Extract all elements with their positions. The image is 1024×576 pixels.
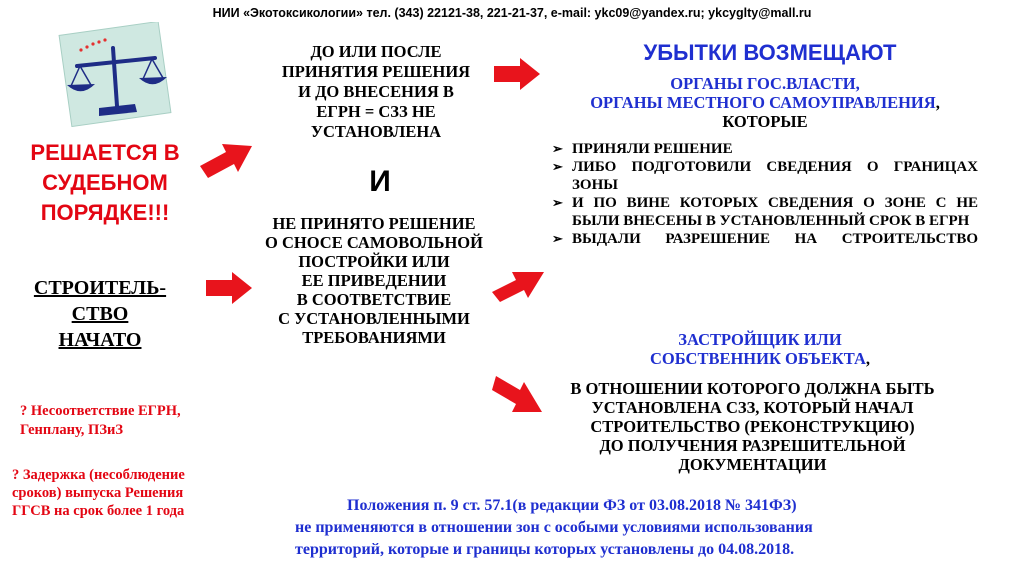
which-text: КОТОРЫЕ xyxy=(722,112,808,131)
decided-line: СУДЕБНОМ xyxy=(42,170,168,195)
decided-line: РЕШАЕТСЯ В xyxy=(30,140,180,165)
provision-line: не применяются в отношении зон с особыми условиями использования xyxy=(295,519,813,536)
condition-line: ПРИНЯТИЯ РЕШЕНИЯ xyxy=(281,62,471,81)
condition-line: О СНОСЕ САМОВОЛЬНОЙ xyxy=(265,233,483,252)
question-egrn-mismatch xyxy=(20,402,260,440)
decided-line: ПОРЯДКЕ!!! xyxy=(40,200,170,225)
authorities-comma: , xyxy=(935,93,940,112)
authority-conditions-list xyxy=(550,140,978,248)
question-line: Генплану, ПЗиЗ xyxy=(20,422,123,438)
question-delay xyxy=(12,466,272,520)
developer-comma: , xyxy=(865,349,870,368)
contact-header: НИИ «Экотоксикологии» тел. (343) 22121-38, 221-21-37, e-mail: ykc09@yandex.ru; ykcyglty@mall.ru xyxy=(212,6,812,20)
developer-block xyxy=(585,330,935,368)
bullet-arrow-icon: ➢ xyxy=(552,141,563,156)
provision-line: территорий, которые и границы которых установлены до 04.08.2018. xyxy=(295,541,795,558)
question-line: ? Задержка (несоблюдение xyxy=(12,467,185,483)
question-line: сроков) выпуска Решения xyxy=(12,485,184,501)
developer-line: СОБСТВЕННИК ОБЪЕКТА xyxy=(649,349,866,368)
developer-desc-line: ДОКУМЕНТАЦИИ xyxy=(678,455,827,474)
condition-line: ЕЕ ПРИВЕДЕНИИ xyxy=(301,271,447,290)
construction-line: СТРОИТЕЛЬ- xyxy=(33,277,167,299)
list-item xyxy=(550,230,978,248)
developer-desc-line: В ОТНОШЕНИИ КОТОРОГО ДОЛЖНА БЫТЬ xyxy=(570,379,935,398)
bullet-arrow-icon: ➢ xyxy=(552,159,563,174)
construction-started-text xyxy=(10,275,190,353)
condition-line: И ДО ВНЕСЕНИЯ В xyxy=(298,82,454,101)
arrow-icon xyxy=(490,372,548,420)
provision-line: Положения п. 9 ст. 57.1(в редакции ФЗ от 03.08.2018 № 341ФЗ) xyxy=(347,497,797,514)
scales-of-justice-icon xyxy=(55,22,175,127)
list-item xyxy=(550,194,978,230)
condition-line: НЕ ПРИНЯТО РЕШЕНИЕ xyxy=(272,214,476,233)
authorities-block xyxy=(545,74,985,131)
arrow-icon xyxy=(196,136,254,184)
list-item-text: ПРИНЯЛИ РЕШЕНИЕ xyxy=(572,141,733,157)
developer-description xyxy=(520,379,985,474)
condition-line: В СООТВЕТСТВИЕ xyxy=(296,290,452,309)
decided-in-court-text xyxy=(15,138,195,228)
list-item-text: ВЫДАЛИ РАЗРЕШЕНИЕ НА СТРОИТЕЛЬСТВО xyxy=(572,231,978,247)
legal-provisions-note xyxy=(295,495,1020,561)
condition-line: УСТАНОВЛЕНА xyxy=(310,122,442,141)
arrow-icon xyxy=(492,56,542,92)
condition-szz-not-set xyxy=(250,42,502,142)
list-item-text: И ПО ВИНЕ КОТОРЫХ СВЕДЕНИЯ О ЗОНЕ С НЕ БЫЛИ ВНЕСЕНЫ В УСТАНОВЛЕННЫЙ СРОК В ЕГРН xyxy=(572,195,978,229)
condition-line: ТРЕБОВАНИЯМИ xyxy=(302,328,446,347)
bullet-arrow-icon: ➢ xyxy=(552,231,563,246)
condition-no-demolition-decision xyxy=(238,214,510,347)
list-item xyxy=(550,158,978,194)
bullet-arrow-icon: ➢ xyxy=(552,195,563,210)
construction-line: НАЧАТО xyxy=(58,329,142,351)
arrow-icon xyxy=(204,270,254,306)
question-line: ГГСВ на срок более 1 года xyxy=(12,503,185,519)
condition-line: ЕГРН = СЗЗ НЕ xyxy=(316,102,436,121)
condition-line: ДО ИЛИ ПОСЛЕ xyxy=(310,42,442,61)
list-item-text: ЛИБО ПОДГОТОВИЛИ СВЕДЕНИЯ О ГРАНИЦАХ ЗОНЫ xyxy=(572,159,978,193)
and-conjunction: И xyxy=(369,165,391,198)
authorities-line: ОРГАНЫ ГОС.ВЛАСТИ, xyxy=(670,74,860,93)
losses-title: УБЫТКИ ВОЗМЕЩАЮТ xyxy=(643,40,897,65)
condition-line: С УСТАНОВЛЕННЫМИ xyxy=(278,309,470,328)
construction-line: СТВО xyxy=(71,303,129,325)
developer-desc-line: СТРОИТЕЛЬСТВО (РЕКОНСТРУКЦИЮ) xyxy=(590,417,915,436)
question-line: ? Несоответствие ЕГРН, xyxy=(20,403,181,419)
developer-desc-line: УСТАНОВЛЕНА СЗЗ, КОТОРЫЙ НАЧАЛ xyxy=(591,398,914,417)
arrow-icon xyxy=(488,258,546,306)
condition-line: ПОСТРОЙКИ ИЛИ xyxy=(298,252,450,271)
developer-line: ЗАСТРОЙЩИК ИЛИ xyxy=(678,330,842,349)
list-item xyxy=(550,140,978,158)
developer-desc-line: ДО ПОЛУЧЕНИЯ РАЗРЕШИТЕЛЬНОЙ xyxy=(599,436,906,455)
authorities-line: ОРГАНЫ МЕСТНОГО САМОУПРАВЛЕНИЯ xyxy=(590,93,936,112)
